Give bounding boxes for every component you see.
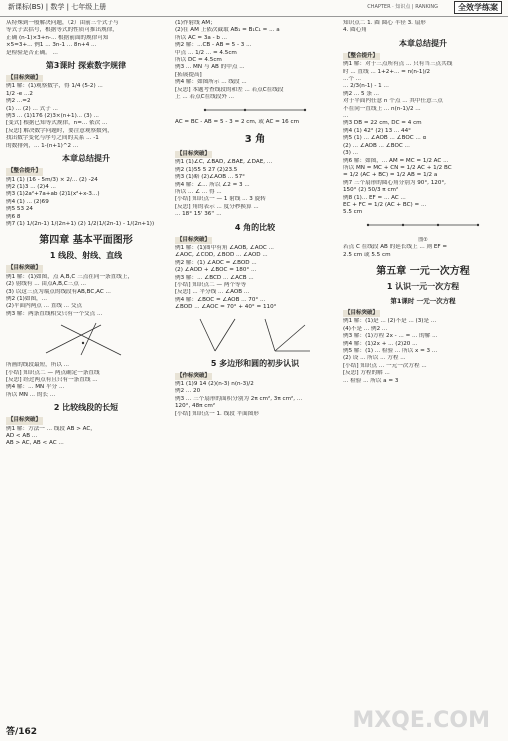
- text-line: = 1/2 (AC + BC) = 1/2 AB = 1/2 a: [343, 172, 438, 179]
- text-line: 4. 圆心角: [343, 27, 367, 34]
- review-title-c1: 本章总结提升: [62, 154, 110, 164]
- text-line: AC = BC - AB = 5 - 3 = 2 cm, 或 AC = 16 cm: [175, 119, 300, 126]
- review-title-c3: 本章总结提升: [399, 38, 447, 48]
- text-line: 例1 解：(1)图中有角 ∠AOB, ∠AOC ...: [175, 244, 274, 251]
- text-line: [反思] 解决数字问题时，要注意观察数列，: [6, 127, 113, 134]
- text-line: [小结] 知识点 ... 一元一次方程 ...: [343, 362, 427, 369]
- text-line: 例4 解：∠BOC = ∠AOB ... 70° ...: [175, 296, 266, 303]
- section-title-4-1: 1 线段、射线、直线: [49, 251, 123, 261]
- text-line: 例3 ... MN 与 AB 的中点 ...: [175, 64, 245, 71]
- section-title-4-4: 4 角的比较: [234, 222, 276, 232]
- text-line: [反思] 方程的解 ...: [343, 370, 390, 377]
- watermark: MXQE.COM: [352, 708, 490, 733]
- text-line: 例3 (1)略 (2)∠AOB ... 57°: [175, 174, 245, 181]
- lesson-title-5-1-1: 第1课时 一元一次方程: [390, 296, 456, 305]
- section-title-5-1: 1 认识一元一次方程: [386, 281, 460, 291]
- text-line: 等式子去括号，根据等式的性质可推出规律，: [6, 27, 118, 34]
- text-line: 例1 (1)∠C, ∠BAD, ∠BAE, ∠DAE, ...: [175, 159, 273, 166]
- text-line: 例8 (1)... EF = ... AC ...: [343, 194, 406, 201]
- col3-top: [343, 20, 503, 35]
- text-line: (2) ∠AOD + ∠BOC = 180° ...: [175, 267, 257, 274]
- text-line: (2) 设 ... 所以 ... 方程 ...: [343, 355, 406, 362]
- tag-c3-ch5: 【目标突破】: [345, 309, 379, 316]
- text-line: 的数排列，... 1-(n+1)^2 ...: [6, 142, 79, 149]
- text-line: 例3 DB = 22 cm, DC = 4 cm: [343, 120, 422, 127]
- text-line: 例4 (1) ... (2)69: [6, 198, 49, 205]
- text-line: 若点 C 在线段 AB 的延长线上 ... 则 EF =: [343, 244, 448, 251]
- text-line: (2)平面内两点 ... 直线 ... 交点: [6, 303, 83, 310]
- col1-sec2: [6, 426, 166, 448]
- col2-sec3: [175, 159, 335, 218]
- text-line: 例4 解：如图所示 ... 线段 ...: [175, 79, 247, 86]
- text-line: [反思] 经过两点有且只有一条直线 ...: [6, 377, 98, 383]
- text-line: [拓展提高]: [175, 71, 202, 78]
- text-line: [小结] 知识点二 — 两点确定一条直线: [6, 369, 100, 376]
- page-number: 答/162: [6, 727, 38, 737]
- text-line: 所画的线段最短，所以 ...: [6, 362, 70, 369]
- text-line: 是检验是否正确。 ...: [6, 49, 58, 56]
- tag-c2-4: 【目标突破】: [177, 236, 211, 243]
- text-line: (2) 射线有 ... 由点A,B,C三点 ...: [6, 281, 86, 288]
- text-line: 例1 解：方法一 ... 线段 AB > AC，: [6, 425, 96, 432]
- text-line: 中点 ... 1/2 ... = 4.5cm: [175, 49, 237, 56]
- col3-more: [343, 202, 503, 217]
- tag-sec2: 【目标突破】: [8, 417, 42, 424]
- tag-target: 【目标突破】: [8, 75, 42, 82]
- text-line: ...: [343, 113, 349, 120]
- text-line: ... 检验 ... 所以 a = 3: [343, 377, 399, 384]
- text-line: 例7 三个扇形的圆心角分别为 90°, 120°,: [343, 179, 446, 186]
- text-line: 例1 解：(1)如图，点 A,B,C 三点在同一条直线上，: [6, 273, 134, 280]
- tag-ch4: 【目标突破】: [8, 265, 42, 272]
- col2-sec4: [175, 245, 335, 312]
- text-line: 例4 解：... MN 平分 ...: [6, 384, 65, 391]
- text-line: 例3 ... 三个扇形的面积分别为 2π cm², 3π cm², ...: [175, 395, 303, 402]
- text-line: 对于平面内任意 n 个点 ... 其中任意三点: [343, 98, 443, 105]
- text-line: 例4 (1) 42° (2) 13 ... 44°: [343, 127, 411, 134]
- col1-review: [6, 177, 166, 229]
- text-line: (3) ...: [343, 150, 359, 157]
- text-line: 例6 解：如图，... AM = MC = 1/2 AC ...: [343, 157, 449, 164]
- text-line: [反思] 本题考查线段的和差 ... 若点C在线段: [175, 86, 284, 93]
- text-line: EC + FC = 1/2 (AC + BC) = ...: [343, 201, 427, 208]
- text-line: 所以 MN = MC + CN = 1/2 AC + 1/2 BC: [343, 164, 452, 171]
- text-line: [反思] 角的表示 ... 度分秒换算 ...: [175, 203, 259, 210]
- col2-sec5: [175, 381, 335, 418]
- text-line: 例5 解：(1) ... 检验 ... 所以 x = 3 ...: [343, 348, 438, 354]
- text-line: 例2 (1)55 5 27 (2)23.5: [175, 166, 238, 173]
- section-title-4-5: 5 多边形和圆的初步认识: [210, 358, 300, 368]
- section-title-4-2: 2 比较线段的长短: [53, 403, 119, 413]
- text-line: 例2 (1)如图，...: [6, 295, 47, 302]
- figure-lines: [41, 321, 131, 359]
- column-3: [343, 20, 503, 385]
- text-line: [小结] 知识点一 — 1 射线 ... 3 旋转: [175, 196, 266, 203]
- text-line: 例1 解：对于三点所有点 ... 只有当三点共线: [343, 61, 453, 68]
- tag-c3-review: 【整合提升】: [345, 52, 379, 59]
- text-line: [变式] 根据已知等式规律，n=... 依次 ...: [6, 120, 108, 127]
- text-line: (3) 以这三点为端点的线段有AB,BC,AC ...: [6, 288, 111, 295]
- text-line: 例4 解：∠... 所以 ∠2 = 3 ...: [175, 181, 250, 188]
- figure-segment: [200, 104, 310, 116]
- text-line: 120°, 48π cm²: [175, 403, 216, 410]
- text-line: [反思] ... 平分线 ... ∠AOB ...: [175, 289, 250, 296]
- text-line: ∠BOD ... ∠AOC = 70° + 40° = 110°: [175, 304, 277, 311]
- text-line: AD < AB ...: [6, 433, 38, 440]
- text-line: 例1 (1) (16 - 5m/3) × 2/... (2) -24: [6, 176, 98, 183]
- text-line: 所以 DC = 4.5cm: [175, 57, 222, 64]
- text-line: ∠AOC, ∠COD, ∠BOD ... ∠AOD ...: [175, 252, 268, 259]
- text-line: 正确 (n-1)×3+n-... 根据前面的规律可知: [6, 34, 109, 41]
- col1-ch4: [6, 274, 166, 318]
- figure-caption: 图①: [418, 236, 428, 243]
- section-title-4-3: 3 角: [244, 133, 266, 145]
- text-line: AB > AC, AB < AC ...: [6, 440, 64, 447]
- column-1: [6, 20, 166, 448]
- text-line: 从特殊到一般解决问题，（2）由前三个式子与: [6, 20, 119, 26]
- col3-review: [343, 61, 503, 202]
- text-line: 找出数字变化与序号之间的关系 ... -1: [6, 135, 99, 142]
- text-line: 所以 MN ... 的长 ...: [6, 391, 56, 398]
- text-line: 例5 (1) ... ∠AOB ... ∠BOC ... α: [343, 135, 427, 142]
- text-line: 例2 ... 20: [175, 388, 201, 395]
- text-line: ...个 ...: [343, 76, 362, 83]
- text-line: 例5 53 24: [6, 206, 33, 213]
- text-line: 例2 (1)3 ... (2)4 ...: [6, 183, 56, 190]
- text-line: 1/2 -e ...2: [6, 90, 33, 97]
- text-line: 例3 解：... ∠BCD ... ∠ACB ...: [175, 274, 254, 281]
- text-line: ... 18° 15' 36'' ...: [175, 211, 222, 218]
- text-line: 例2 解：...CB - AB = 5 - 3 ...: [175, 42, 252, 49]
- text-line: 所以 ... ∠ ... 得 ...: [175, 188, 222, 195]
- text-line: 例1 解：(1)是 ... (2)不是 ... (3)是 ...: [343, 318, 437, 325]
- text-line: 例1 (1)9 14 (2)(n-3) n(n-3)/2: [175, 381, 254, 387]
- col3-ch5: [343, 318, 503, 385]
- text-line: 不在同一直线上 ... n(n-1)/2 ...: [343, 105, 421, 112]
- text-line: (4)不是 ... 例2 ...: [343, 325, 388, 332]
- text-line: 5.5 cm: [343, 209, 363, 216]
- col1-top: [6, 20, 166, 57]
- text-line: 例3 解：两条直线相交只有一个交点 ...: [6, 310, 103, 317]
- text-line: (1)作射线 AM；: [175, 20, 216, 26]
- text-line: 例2 解：(1) ∠AOC = ∠BOD ...: [175, 259, 257, 266]
- col3-more2: [343, 244, 503, 259]
- text-line: 例3 解：(1)方程 2x - ... = ... 的解 ...: [343, 333, 438, 340]
- col2-tail: [175, 119, 335, 126]
- col1-ch4-more: [6, 362, 166, 399]
- text-line: 知识点二 1. 圆 圆心 半径 3. 扇形: [343, 20, 426, 26]
- text-line: 例2 ... 5 条 ...: [343, 90, 380, 97]
- brand-logo: 全效学练案: [454, 1, 502, 14]
- text-line: (2) ... ∠AOB ... ∠BOC ...: [343, 142, 410, 149]
- col2-top: [175, 20, 335, 101]
- text-line: 例4 解：(1)2x + ... (2)20 ...: [343, 340, 418, 347]
- text-line: 例3 (1)2a²+7a+ab (2)1(x²+x-3...): [6, 191, 100, 198]
- text-line: 150° (2) 50/3 π cm²: [343, 187, 399, 194]
- tag-review: 【整合提升】: [8, 168, 42, 175]
- column-2: [175, 20, 335, 418]
- text-line: 时 ... 直线 ... 1+2+... = n(n-1)/2: [343, 68, 431, 75]
- col1-sec3: [6, 83, 166, 150]
- text-line: ×5=3+... 例1 ... 3n-1 ... 8n+4 ...: [6, 42, 97, 49]
- text-line: 例3 ... (1)176 (2)3×(n+1)... (3) ...: [6, 113, 99, 120]
- text-line: 例7 (1) 1/(2n-1) 1/(2n+1) (2) 1/2(1/(2n-1) - 1/(2n+1)): [6, 220, 155, 227]
- header-right: CHAPTER · 知识点 | RANKING: [367, 4, 438, 10]
- text-line: (2)在 AM 上依次截取 AB₁ = B₁C₁ = ... a: [175, 27, 280, 34]
- text-line: (1) ... (2) ... 式子 ...: [6, 105, 58, 112]
- figure-segment-2: [363, 220, 483, 234]
- page-header: [0, 0, 508, 17]
- figure-angles: [195, 315, 315, 355]
- text-line: [小结] 知识点一 1. 线段 平面图形: [175, 410, 259, 417]
- text-line: 例2 ...=2: [6, 98, 31, 105]
- text-line: 例1 解：(1)观察数字，得 1/4 (5-2) ...: [6, 83, 103, 90]
- text-line: ... 2/3(n-1) - 1 ...: [343, 83, 389, 90]
- text-line: 所以 AC = 3a - b ...: [175, 34, 228, 41]
- text-line: 上 ... 若点C在线段外 ...: [175, 94, 235, 101]
- chapter-title-5: 第五章 一元一次方程: [376, 265, 470, 277]
- header-left: 新课标(BS) | 数学 | 七年级上册: [8, 3, 107, 11]
- chapter-title-4: 第四章 基本平面图形: [39, 235, 133, 247]
- text-line: 2.5 cm 或 5.5 cm: [343, 251, 391, 258]
- tag-c2-5: 【作标突破】: [177, 372, 211, 379]
- text-line: [小结] 知识点二 — 两个等等: [175, 281, 247, 288]
- section-title-c1-3: 第3课时 探索数字规律: [45, 61, 127, 71]
- text-line: 例6 8: [6, 213, 21, 220]
- tag-c2-3: 【目标突破】: [177, 150, 211, 157]
